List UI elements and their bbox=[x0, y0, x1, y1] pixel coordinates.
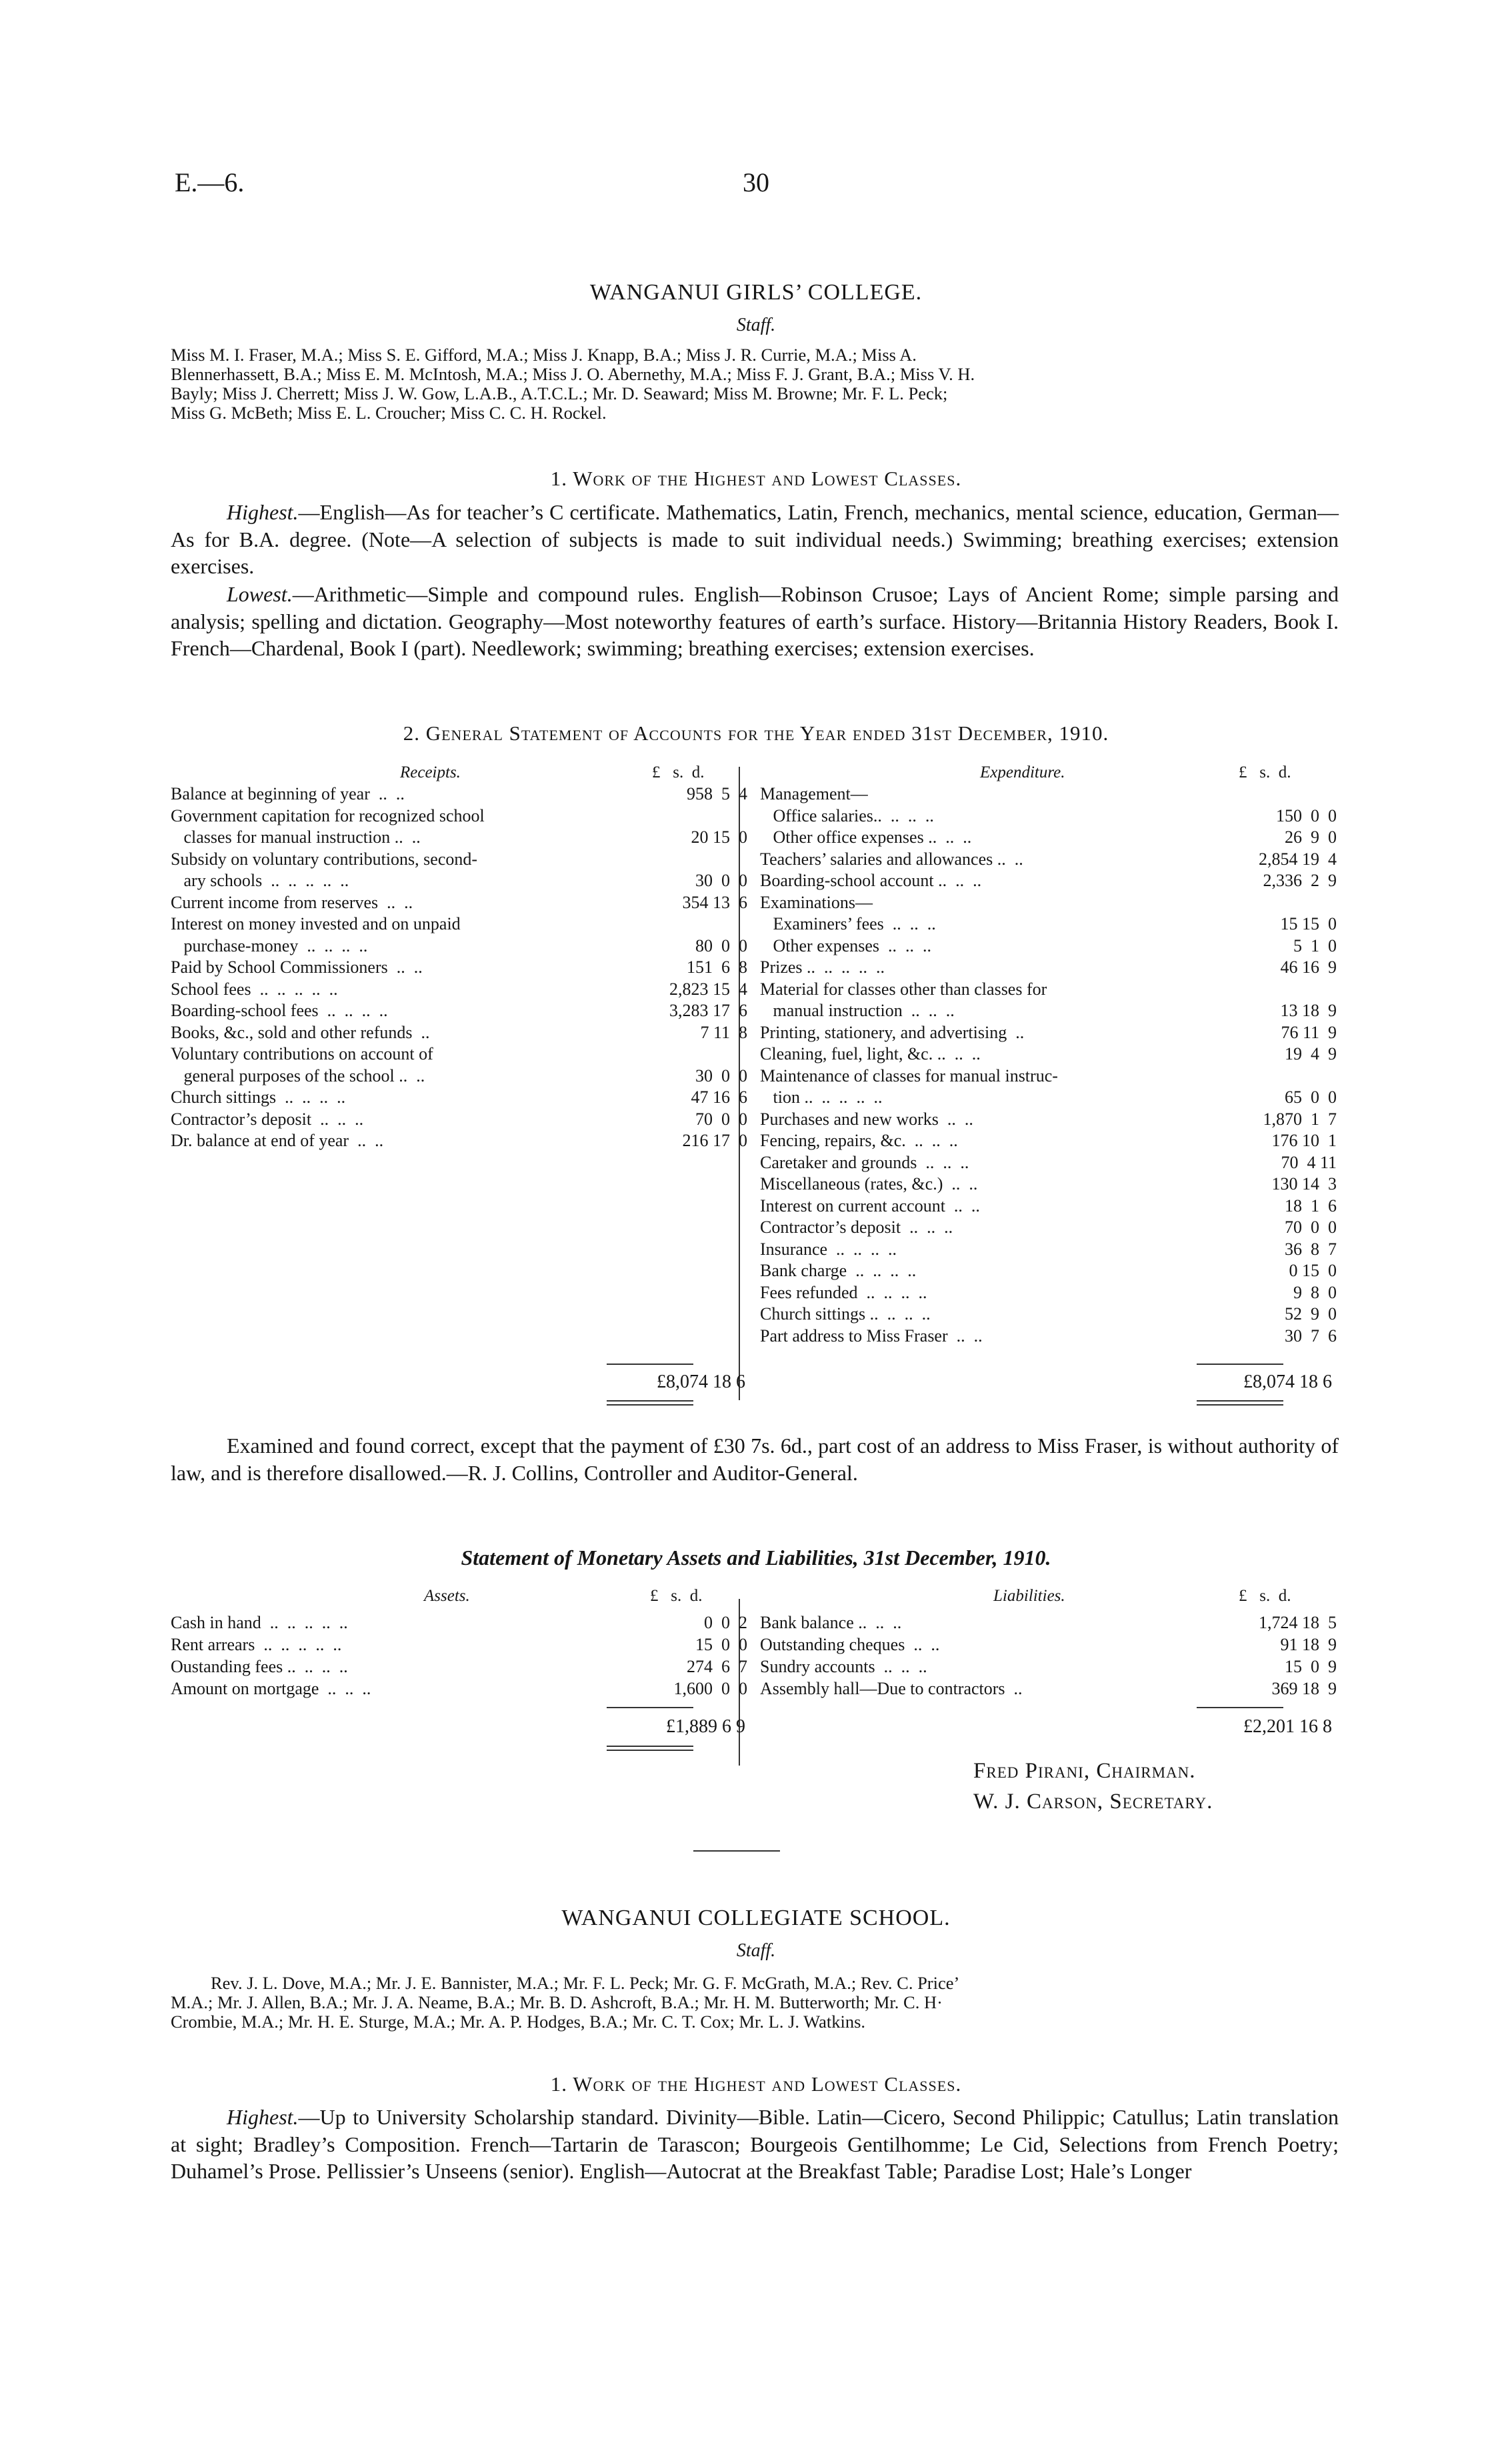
staff-line: Rev. J. L. Dove, M.A.; Mr. J. E. Bannister, M.A.; Mr. F. L. Peck; Mr. G. F. McGrath, M.A.; Rev. C. Price’ bbox=[211, 1973, 960, 1993]
account-label: Books, &c., sold and other refunds .. bbox=[171, 1022, 430, 1042]
account-amount: 26 9 0 bbox=[1285, 827, 1337, 847]
account-label: purchase-money .. .. .. .. bbox=[171, 935, 368, 955]
account-label: Bank balance .. .. .. bbox=[760, 1613, 902, 1632]
account-amount: 18 1 6 bbox=[1285, 1195, 1337, 1215]
account-row bbox=[760, 935, 1337, 957]
account-amount: 30 7 6 bbox=[1285, 1326, 1337, 1346]
account-label: Teachers’ salaries and allowances .. .. bbox=[760, 849, 1023, 869]
staff-line: Bayly; Miss J. Cherrett; Miss J. W. Gow, L.A.B., A.T.C.L.; Mr. D. Seaward; Miss M. Browne; Mr. F. L. Peck; bbox=[171, 383, 948, 403]
receipts-heading: Receipts. bbox=[400, 763, 461, 781]
account-amount: 130 14 3 bbox=[1271, 1174, 1337, 1193]
account-amount: 15 15 0 bbox=[1280, 914, 1337, 933]
account-label: Government capitation for recognized school bbox=[171, 805, 485, 825]
account-amount: 20 15 0 bbox=[691, 827, 747, 847]
account-amount: 1,600 0 0 bbox=[673, 1679, 747, 1698]
girls-staff-list bbox=[171, 345, 1344, 423]
account-label: Maintenance of classes for manual instruc- bbox=[760, 1065, 1058, 1085]
account-label: Subsidy on voluntary contributions, second- bbox=[171, 849, 478, 869]
assets-money-header: £ s. d. bbox=[650, 1587, 703, 1605]
account-amount: 9 8 0 bbox=[1293, 1282, 1337, 1302]
account-row bbox=[171, 1634, 747, 1656]
account-label: Cash in hand .. .. .. .. .. bbox=[171, 1613, 348, 1632]
account-row bbox=[171, 957, 747, 978]
account-label: tion .. .. .. .. .. bbox=[760, 1087, 883, 1107]
collegiate-section1-title: 1. Work of the Highest and Lowest Classes. bbox=[550, 2072, 962, 2096]
account-label: Examinations— bbox=[760, 892, 873, 912]
receipts-double-rule bbox=[607, 1404, 693, 1406]
account-row bbox=[760, 1656, 1337, 1678]
account-amount: 70 0 0 bbox=[1285, 1217, 1337, 1237]
account-label: Management— bbox=[760, 784, 868, 803]
account-label: Church sittings .. .. .. .. bbox=[171, 1087, 346, 1107]
account-row bbox=[171, 892, 747, 913]
chairman-signature: Fred Pirani, Chairman. bbox=[973, 1759, 1196, 1783]
account-label: Oustanding fees .. .. .. .. bbox=[171, 1657, 348, 1676]
account-amount: 80 0 0 bbox=[695, 935, 747, 955]
account-label: Dr. balance at end of year .. .. bbox=[171, 1131, 384, 1150]
assets-total: £1,889 6 9 bbox=[666, 1716, 745, 1737]
account-label: Part address to Miss Fraser .. .. bbox=[760, 1326, 983, 1346]
account-row bbox=[171, 979, 747, 1000]
account-row bbox=[760, 1239, 1337, 1260]
account-row bbox=[171, 1612, 747, 1634]
account-amount: 30 0 0 bbox=[695, 1065, 747, 1085]
account-amount: 0 15 0 bbox=[1289, 1261, 1337, 1280]
account-row bbox=[760, 957, 1337, 978]
account-amount: 958 5 4 bbox=[687, 784, 747, 803]
assets-heading: Assets. bbox=[424, 1587, 470, 1605]
account-label: Fees refunded .. .. .. .. bbox=[760, 1282, 927, 1302]
account-label: Prizes .. .. .. .. .. bbox=[760, 957, 885, 977]
expenditure-total: £8,074 18 6 bbox=[1243, 1372, 1332, 1392]
account-label: Contractor’s deposit .. .. .. bbox=[760, 1217, 953, 1237]
account-label: Insurance .. .. .. .. bbox=[760, 1239, 897, 1259]
girls-highest-paragraph bbox=[171, 499, 1339, 580]
section-separator bbox=[693, 1850, 780, 1852]
collegiate-highest-text: —Up to University Scholarship standard. Divinity—Bible. Latin—Cicero, Second Philippic; Catullus; Latin translation at sight; Bradley’s Composition. French—Tartarin de Tarascon; Bourgeois Gentilhomme; Le Cid, Selections from French Poetry; Duhamel’s Prose. Pellissier’s Unseens (senior). English—Autocrat at the Breakfast Table; Paradise Lost; Hale’s Longer bbox=[171, 2105, 1339, 2183]
account-row bbox=[171, 1043, 747, 1065]
expenditure-money-header: £ s. d. bbox=[1239, 763, 1291, 781]
account-row bbox=[171, 870, 747, 891]
account-label: Office salaries.. .. .. .. bbox=[760, 805, 934, 825]
account-amount: 15 0 9 bbox=[1285, 1657, 1337, 1676]
collegiate-staff-list bbox=[171, 1974, 1344, 2032]
expenditure-double-rule bbox=[1197, 1400, 1283, 1402]
account-row bbox=[171, 1109, 747, 1130]
account-row bbox=[171, 827, 747, 848]
account-row bbox=[171, 1656, 747, 1678]
highest-label: Highest. bbox=[227, 500, 299, 524]
account-row bbox=[171, 913, 747, 935]
account-label: Caretaker and grounds .. .. .. bbox=[760, 1152, 969, 1172]
account-row bbox=[760, 1678, 1337, 1700]
account-row bbox=[760, 1217, 1337, 1238]
account-label: Balance at beginning of year .. .. bbox=[171, 784, 405, 803]
girls-college-title: WANGANUI GIRLS’ COLLEGE. bbox=[589, 280, 923, 305]
collegiate-school-title: WANGANUI COLLEGIATE SCHOOL. bbox=[561, 1906, 951, 1930]
liabilities-total-rule bbox=[1197, 1707, 1283, 1708]
account-label: Purchases and new works .. .. bbox=[760, 1109, 973, 1129]
account-label: Miscellaneous (rates, &c.) .. .. bbox=[760, 1174, 978, 1193]
assets-title: Statement of Monetary Assets and Liabilities, 31st December, 1910. bbox=[461, 1546, 1051, 1570]
account-amount: 369 18 9 bbox=[1271, 1679, 1337, 1698]
account-amount: 1,870 1 7 bbox=[1263, 1109, 1337, 1129]
account-row bbox=[760, 1043, 1337, 1065]
lowest-label: Lowest. bbox=[227, 582, 293, 606]
assets-double-rule bbox=[607, 1746, 693, 1747]
account-row bbox=[760, 1282, 1337, 1304]
report-code: E.—6. bbox=[175, 167, 245, 197]
expenditure-total-rule bbox=[1197, 1364, 1283, 1365]
assets-total-rule bbox=[607, 1707, 693, 1708]
liabilities-heading: Liabilities. bbox=[993, 1587, 1065, 1605]
account-row bbox=[760, 1304, 1337, 1325]
account-amount: 176 10 1 bbox=[1271, 1131, 1337, 1150]
girls-section1-title: 1. Work of the Highest and Lowest Classes. bbox=[550, 467, 962, 490]
account-label: Printing, stationery, and advertising .. bbox=[760, 1022, 1025, 1042]
account-row bbox=[760, 1260, 1337, 1282]
audit-note: Examined and found correct, except that the payment of £30 7s. 6d., part cost of an address to Miss Fraser, is without authority of law, and is therefore disallowed.—R. J. Collins, Controller and Auditor-General. bbox=[171, 1434, 1339, 1485]
account-label: Examiners’ fees .. .. .. bbox=[760, 914, 936, 933]
account-row bbox=[760, 1326, 1337, 1347]
account-row bbox=[171, 783, 747, 805]
collegiate-highest-paragraph bbox=[171, 2104, 1339, 2185]
account-row bbox=[760, 1634, 1337, 1656]
assets-double-rule bbox=[607, 1750, 693, 1751]
account-amount: 76 11 9 bbox=[1281, 1022, 1337, 1042]
account-amount: 52 9 0 bbox=[1285, 1304, 1337, 1324]
account-amount: 70 4 11 bbox=[1281, 1152, 1337, 1172]
account-row bbox=[171, 1130, 747, 1151]
account-label: Amount on mortgage .. .. .. bbox=[171, 1679, 371, 1698]
account-row bbox=[760, 783, 1337, 805]
account-row bbox=[171, 805, 747, 827]
account-label: Voluntary contributions on account of bbox=[171, 1044, 433, 1063]
account-row bbox=[760, 1152, 1337, 1173]
account-row bbox=[760, 1022, 1337, 1043]
account-row bbox=[760, 1087, 1337, 1108]
accounts-title: 2. General Statement of Accounts for the Year ended 31st December, 1910. bbox=[403, 721, 1109, 745]
account-row bbox=[760, 892, 1337, 913]
account-row bbox=[171, 1000, 747, 1021]
receipts-total-rule bbox=[607, 1364, 693, 1365]
highest-text: —English—As for teacher’s C certificate. Mathematics, Latin, French, mechanics, mental science, education, German—As for B.A. degree. (Note—A selection of subjects is made to suit individual needs.) Swimming; breathing exercises; extension exercises. bbox=[171, 500, 1339, 578]
account-amount: 91 18 9 bbox=[1280, 1635, 1337, 1654]
account-label: manual instruction .. .. .. bbox=[760, 1001, 955, 1020]
account-row bbox=[760, 1109, 1337, 1130]
account-amount: 2,823 15 4 bbox=[669, 979, 747, 999]
account-label: School fees .. .. .. .. .. bbox=[171, 979, 338, 999]
account-row bbox=[171, 935, 747, 957]
account-row bbox=[760, 827, 1337, 848]
account-row bbox=[760, 1173, 1337, 1195]
secretary-signature: W. J. Carson, Secretary. bbox=[973, 1790, 1213, 1814]
account-label: Material for classes other than classes for bbox=[760, 979, 1047, 999]
account-amount: 13 18 9 bbox=[1280, 1001, 1337, 1020]
account-amount: 354 13 6 bbox=[682, 892, 747, 912]
account-label: ary schools .. .. .. .. .. bbox=[171, 871, 349, 890]
account-amount: 30 0 0 bbox=[695, 871, 747, 890]
account-row bbox=[171, 849, 747, 870]
account-label: Other expenses .. .. .. bbox=[760, 935, 932, 955]
receipts-double-rule bbox=[607, 1400, 693, 1402]
account-amount: 2,336 2 9 bbox=[1263, 871, 1337, 890]
account-row bbox=[760, 1612, 1337, 1634]
account-amount: 0 0 2 bbox=[704, 1613, 747, 1632]
account-amount: 150 0 0 bbox=[1276, 805, 1337, 825]
account-row bbox=[171, 1678, 747, 1700]
account-label: Church sittings .. .. .. .. bbox=[760, 1304, 931, 1324]
account-label: Fencing, repairs, &c. .. .. .. bbox=[760, 1131, 958, 1150]
account-label: Rent arrears .. .. .. .. .. bbox=[171, 1635, 342, 1654]
page-number: 30 bbox=[743, 167, 769, 197]
account-label: classes for manual instruction .. .. bbox=[171, 827, 421, 847]
account-label: Other office expenses .. .. .. bbox=[760, 827, 972, 847]
account-amount: 36 8 7 bbox=[1285, 1239, 1337, 1259]
account-label: general purposes of the school .. .. bbox=[171, 1065, 425, 1085]
lowest-text: —Arithmetic—Simple and compound rules. English—Robinson Crusoe; Lays of Ancient Rome; simple parsing and analysis; spelling and dictation. Geography—Most noteworthy features of earth’s surface. History—Britannia History Readers, Book I. French—Chardenal, Book I (part). Needlework; swimming; breathing exercises; extension exercises. bbox=[171, 582, 1339, 660]
account-amount: 2,854 19 4 bbox=[1259, 849, 1337, 869]
staff-line: M.A.; Mr. J. Allen, B.A.; Mr. J. A. Neame, B.A.; Mr. B. D. Ashcroft, B.A.; Mr. H. M. Butterworth; Mr. C. H· bbox=[171, 1992, 943, 2012]
account-row bbox=[760, 1000, 1337, 1021]
expenditure-double-rule bbox=[1197, 1404, 1283, 1406]
girls-staff-label: Staff. bbox=[736, 315, 776, 335]
staff-line: Miss G. McBeth; Miss E. L. Croucher; Miss C. C. H. Rockel. bbox=[171, 403, 607, 423]
account-amount: 15 0 0 bbox=[695, 1635, 747, 1654]
account-row bbox=[760, 849, 1337, 870]
account-row bbox=[760, 1130, 1337, 1151]
account-label: Contractor’s deposit .. .. .. bbox=[171, 1109, 364, 1129]
account-label: Assembly hall—Due to contractors .. bbox=[760, 1679, 1023, 1698]
account-amount: 216 17 0 bbox=[682, 1131, 747, 1150]
liabilities-money-header: £ s. d. bbox=[1239, 1587, 1291, 1605]
account-row bbox=[171, 1087, 747, 1108]
liabilities-total: £2,201 16 8 bbox=[1243, 1716, 1332, 1737]
account-amount: 274 6 7 bbox=[687, 1657, 747, 1676]
account-row bbox=[171, 1022, 747, 1043]
receipts-total: £8,074 18 6 bbox=[657, 1372, 745, 1392]
account-amount: 1,724 18 5 bbox=[1259, 1613, 1337, 1632]
account-label: Outstanding cheques .. .. bbox=[760, 1635, 940, 1654]
receipts-money-header: £ s. d. bbox=[652, 763, 705, 781]
staff-line: Miss M. I. Fraser, M.A.; Miss S. E. Gifford, M.A.; Miss J. Knapp, B.A.; Miss J. R. Currie, M.A.; Miss A. bbox=[171, 345, 917, 365]
account-amount: 3,283 17 6 bbox=[669, 1001, 747, 1020]
account-label: Boarding-school fees .. .. .. .. bbox=[171, 1001, 388, 1020]
account-amount: 5 1 0 bbox=[1293, 935, 1337, 955]
account-label: Interest on current account .. .. bbox=[760, 1195, 980, 1215]
account-label: Bank charge .. .. .. .. bbox=[760, 1261, 917, 1280]
account-row bbox=[760, 979, 1337, 1000]
collegiate-staff-label: Staff. bbox=[736, 1940, 776, 1961]
account-amount: 70 0 0 bbox=[695, 1109, 747, 1129]
account-amount: 19 4 9 bbox=[1285, 1044, 1337, 1063]
account-amount: 65 0 0 bbox=[1285, 1087, 1337, 1107]
account-row bbox=[760, 870, 1337, 891]
staff-line: Blennerhassett, B.A.; Miss E. M. McIntosh, M.A.; Miss J. O. Abernethy, M.A.; Miss F. J. Grant, B.A.; Miss V. H. bbox=[171, 364, 975, 384]
account-amount: 151 6 8 bbox=[687, 957, 747, 977]
account-label: Interest on money invested and on unpaid bbox=[171, 914, 461, 933]
account-label: Cleaning, fuel, light, &c. .. .. .. bbox=[760, 1044, 981, 1063]
account-row bbox=[760, 1195, 1337, 1217]
account-row bbox=[171, 1065, 747, 1087]
account-amount: 7 11 8 bbox=[700, 1022, 747, 1042]
account-amount: 47 16 6 bbox=[691, 1087, 747, 1107]
girls-lowest-paragraph bbox=[171, 581, 1339, 662]
account-label: Sundry accounts .. .. .. bbox=[760, 1657, 927, 1676]
staff-line: Crombie, M.A.; Mr. H. E. Sturge, M.A.; Mr. A. P. Hodges, B.A.; Mr. C. T. Cox; Mr. L. J. Watkins. bbox=[171, 2012, 866, 2032]
account-label: Current income from reserves .. .. bbox=[171, 892, 413, 912]
expenditure-heading: Expenditure. bbox=[980, 763, 1065, 781]
account-row bbox=[760, 1065, 1337, 1087]
account-amount: 46 16 9 bbox=[1280, 957, 1337, 977]
account-label: Paid by School Commissioners .. .. bbox=[171, 957, 423, 977]
account-row bbox=[760, 913, 1337, 935]
account-label: Boarding-school account .. .. .. bbox=[760, 871, 982, 890]
account-row bbox=[760, 805, 1337, 827]
collegiate-highest-label: Highest. bbox=[227, 2105, 299, 2129]
